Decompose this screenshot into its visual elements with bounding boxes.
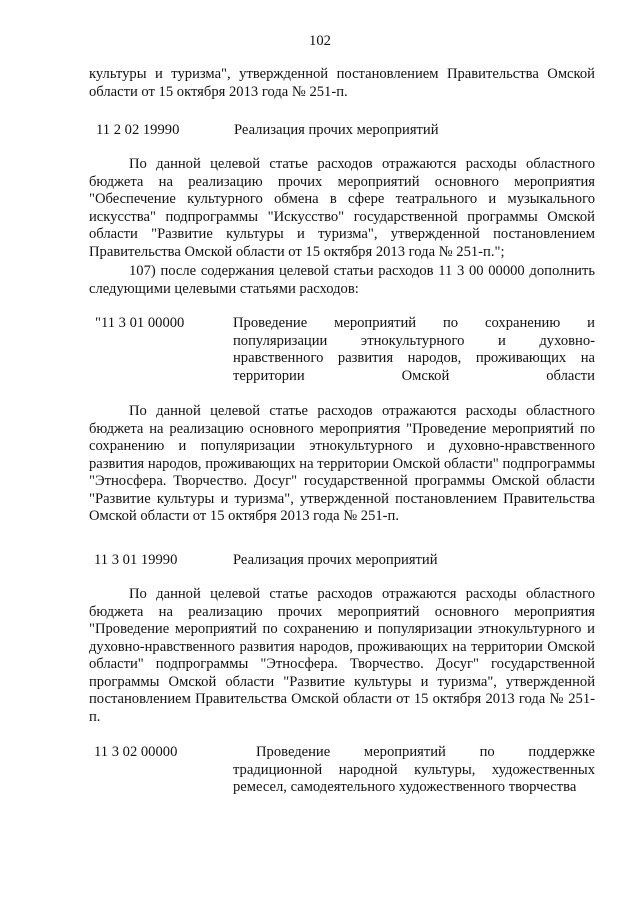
- paragraph-item-2: По данной целевой статье расходов отражаются расходы областного бюджета на реализацию основного мероприятия "Проведение мероприятий по сохранению и популяризации этнокультурного и духовно-нравственного развития народов, проживающих на территории Омской области" подпрограммы "Этносфера. Творчество. Досуг" государственной программы Омской области "Развитие культуры и туризма", утвержденной постановлением Правительства Омской области от 15 октября 2013 года № 251-п.: [89, 403, 595, 524]
- paragraph-item-1: По данной целевой статье расходов отражаются расходы областного бюджета на реализацию прочих мероприятий основного мероприятия "Обеспечение культурного обмена в сфере театрального и музыкального искусства" подпрограммы "Искусство" государственной программы Омской области "Развитие культуры и туризма", утвержденной постановлением Правительства Омской области от 15 октября 2013 года № 251-п.";: [89, 156, 595, 260]
- item-code: 11 3 02 00000: [94, 744, 178, 760]
- paragraph-107: 107) после содержания целевой статьи расходов 11 3 00 00000 дополнить следующими целевыми статьями расходов:: [89, 263, 595, 297]
- item-code: 11 2 02 19990: [96, 122, 180, 138]
- item-title: Реализация прочих мероприятий: [233, 552, 438, 568]
- page-number: 102: [309, 33, 331, 49]
- item-title: Проведение мероприятий по поддержке традиционной народной культуры, художественных ремесел, самодеятельного художественного творчества: [233, 744, 595, 795]
- paragraph-item-3: По данной целевой статье расходов отражаются расходы областного бюджета на реализацию прочих мероприятий основного мероприятия "Проведение мероприятий по сохранению и популяризации этнокультурного и духовно-нравственного развития народов, проживающих на территории Омской области" подпрограммы "Этносфера. Творчество. Досуг" государственной программы Омской области "Развитие культуры и туризма", утвержденной постановлением Правительства Омской области от 15 октября 2013 года № 251-п.: [89, 586, 595, 725]
- item-title: Реализация прочих мероприятий: [234, 122, 439, 138]
- item-code: 11 3 01 19990: [94, 552, 178, 568]
- item-title: Проведение мероприятий по сохранению и популяризации этнокультурного и духовно-нравственного развития народов, проживающих на территории Омской области: [233, 315, 595, 384]
- top-paragraph: культуры и туризма", утвержденной постановлением Правительства Омской области от 15 октября 2013 года № 251-п.: [89, 66, 595, 100]
- item-code: "11 3 01 00000: [95, 315, 185, 331]
